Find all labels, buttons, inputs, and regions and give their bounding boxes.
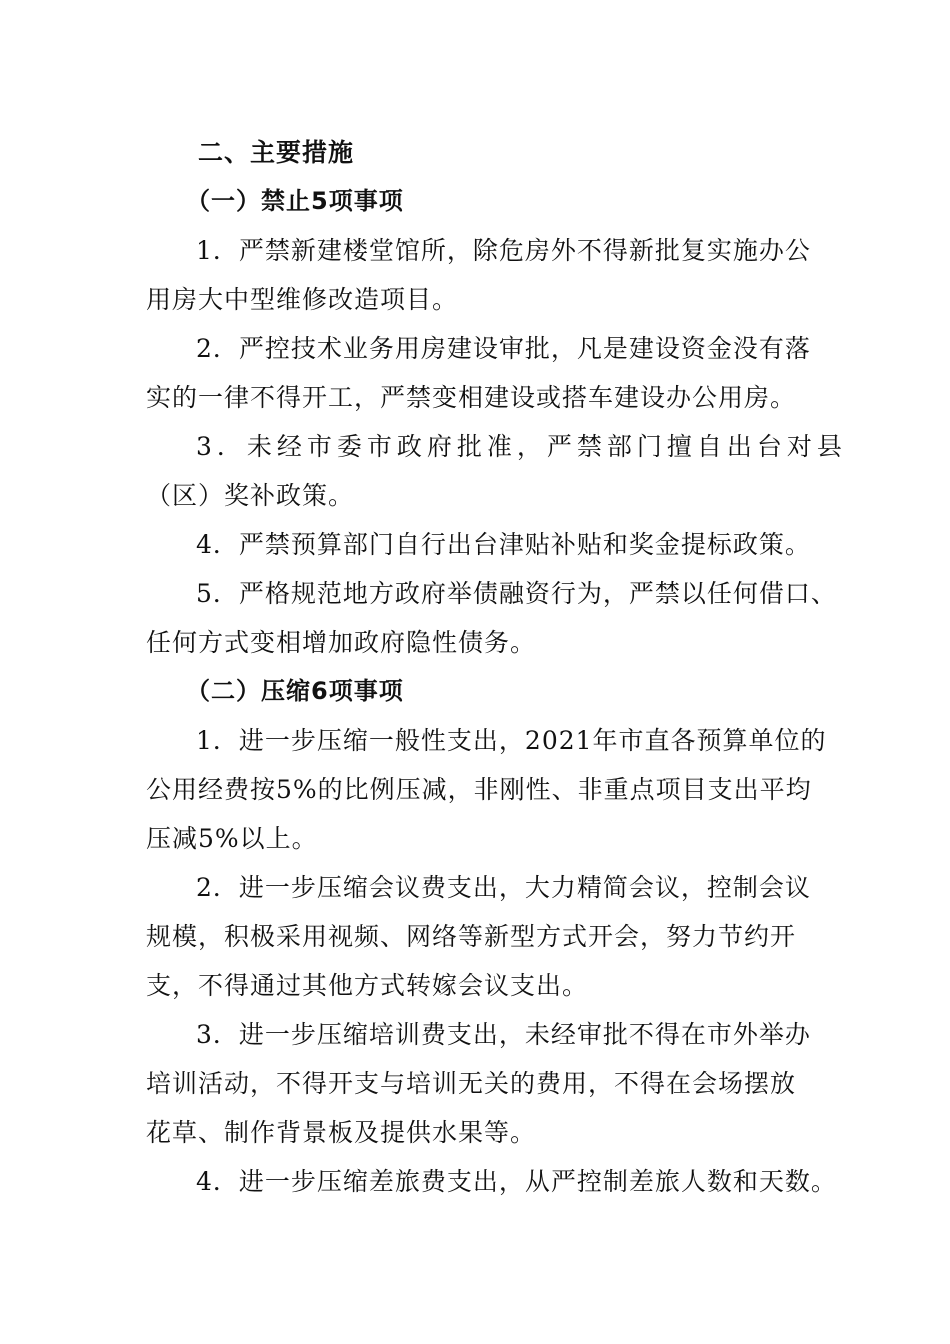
paragraph bbox=[146, 569, 837, 667]
section-title: 二、主要措施 bbox=[198, 138, 355, 167]
document-body bbox=[146, 128, 847, 1206]
subsection-title-1: （一）禁止5项事项 bbox=[186, 187, 404, 215]
paragraph bbox=[146, 520, 810, 569]
paragraph-line: 培训活动，不得开支与培训无关的费用，不得在会场摆放 bbox=[146, 1069, 797, 1098]
paragraph-line: 任何方式变相增加政府隐性债务。 bbox=[146, 628, 537, 657]
paragraph-line: 花草、制作背景板及提供水果等。 bbox=[146, 1118, 537, 1147]
paragraph-line: 公用经费按5%的比例压减，非刚性、非重点项目支出平均 bbox=[146, 775, 812, 804]
paragraph-line: 规模，积极采用视频、网络等新型方式开会，努力节约开 bbox=[146, 922, 797, 951]
paragraph-line: 用房大中型维修改造项目。 bbox=[146, 285, 459, 314]
paragraph bbox=[146, 863, 810, 1010]
paragraph bbox=[146, 422, 847, 520]
paragraph-line: 1．严禁新建楼堂馆所，除危房外不得新批复实施办公 bbox=[196, 236, 811, 265]
paragraph-line: 1．进一步压缩一般性支出，2021年市直各预算单位的 bbox=[196, 726, 827, 755]
paragraph bbox=[146, 716, 827, 863]
paragraph-line: 5．严格规范地方政府举债融资行为，严禁以任何借口、 bbox=[196, 579, 837, 608]
paragraph-line: （区）奖补政策。 bbox=[146, 481, 355, 510]
paragraph bbox=[146, 1010, 810, 1157]
paragraph-line: 支，不得通过其他方式转嫁会议支出。 bbox=[146, 971, 589, 1000]
paragraph bbox=[146, 1157, 837, 1206]
paragraph-line: 3．未经市委市政府批准，严禁部门擅自出台对县 bbox=[196, 432, 847, 461]
paragraph-line: 4．严禁预算部门自行出台津贴补贴和奖金提标政策。 bbox=[196, 530, 811, 559]
paragraph-line: 4．进一步压缩差旅费支出，从严控制差旅人数和天数。 bbox=[196, 1167, 837, 1196]
paragraph-line: 压减5%以上。 bbox=[146, 824, 318, 853]
paragraph-line: 3．进一步压缩培训费支出，未经审批不得在市外举办 bbox=[196, 1020, 811, 1049]
paragraph-line: 实的一律不得开工，严禁变相建设或搭车建设办公用房。 bbox=[146, 383, 797, 412]
paragraph-line: 2．进一步压缩会议费支出，大力精简会议，控制会议 bbox=[196, 873, 811, 902]
paragraph bbox=[146, 324, 810, 422]
subsection-title-2: （二）压缩6项事项 bbox=[186, 677, 404, 705]
paragraph-line: 2．严控技术业务用房建设审批，凡是建设资金没有落 bbox=[196, 334, 811, 363]
paragraph bbox=[146, 226, 810, 324]
